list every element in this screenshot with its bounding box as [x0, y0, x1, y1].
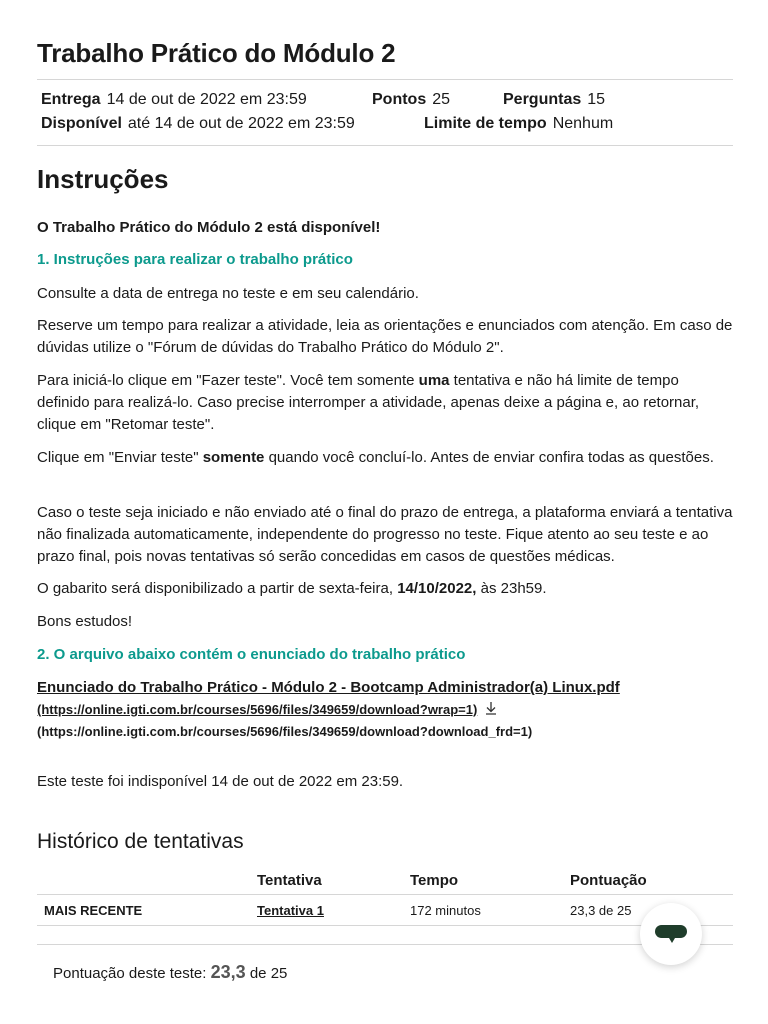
instruction-paragraph: Caso o teste seja iniciado e não enviado até o final do prazo de entrega, a plataforma enviará a tentativa não finalizada automaticamente, independente do progresso no teste. Fique atento ao seu teste e ao prazo final, pois novas tentativas só serão concedidas em casos de questões médicas.	[37, 504, 733, 565]
quiz-score	[53, 962, 287, 983]
section-2-heading: 2. O arquivo abaixo contém o enunciado do trabalho prático	[37, 646, 466, 663]
attempt-link[interactable]: Tentativa 1	[257, 903, 324, 918]
attempt-time: 172 minutos	[410, 903, 481, 918]
page-title: Trabalho Prático do Módulo 2	[37, 38, 396, 68]
section-1-heading: 1. Instruções para realizar o trabalho prático	[37, 251, 353, 268]
instructions-intro: O Trabalho Prático do Módulo 2 está disponível!	[37, 219, 381, 236]
row-label: MAIS RECENTE	[44, 903, 143, 918]
divider	[37, 145, 733, 146]
chat-icon	[654, 923, 688, 947]
column-header-score: Pontuação	[570, 872, 647, 889]
file-link-line	[37, 677, 733, 699]
instruction-paragraph: Reserve um tempo para realizar a atividade, leia as orientações e enunciados com atenção. Em caso de dúvidas utilize o "Fórum de dúvidas do Trabalho Prático do Módulo 2".	[37, 317, 733, 356]
unavailable-notice: Este teste foi indisponível 14 de out de 2022 em 23:59.	[37, 773, 404, 790]
instruction-paragraph: Clique em "Enviar teste" somente quando você concluí-lo. Antes de enviar confira todas as questões.	[37, 449, 714, 466]
score-label: Pontuação deste teste:	[53, 965, 207, 982]
table-divider	[37, 894, 733, 895]
attempt-score: 23,3 de 25	[570, 903, 632, 918]
chat-button[interactable]	[640, 903, 702, 965]
instructions-heading: Instruções	[37, 164, 169, 194]
score-suffix: de 25	[249, 965, 288, 982]
instruction-paragraph: O gabarito será disponibilizado a partir de sexta-feira, 14/10/2022, às 23h59.	[37, 580, 547, 597]
column-header-attempt: Tentativa	[257, 872, 322, 889]
file-url-download: (https://online.igti.com.br/courses/5696/files/349659/download?download_frd=1)	[37, 724, 533, 739]
score-value: 23,3	[210, 962, 246, 982]
attempt-history-heading: Histórico de tentativas	[37, 830, 244, 853]
due-date: Entrega 14 de out de 2022 em 23:59	[41, 91, 307, 108]
instruction-paragraph: Para iniciá-lo clique em "Fazer teste". Você tem somente uma tentativa e não há limite de tempo definido para realizá-lo. Caso precise interromper a atividade, apenas deixe a página e, ao retornar, clique em "Retomar teste".	[37, 372, 700, 433]
instruction-paragraph: Bons estudos!	[37, 613, 133, 630]
available-until: Disponível até 14 de out de 2022 em 23:59	[41, 115, 355, 132]
divider	[37, 79, 733, 80]
file-url-line	[37, 699, 733, 721]
instruction-paragraph: Consulte a data de entrega no teste e em seu calendário.	[37, 285, 419, 302]
file-link[interactable]: Enunciado do Trabalho Prático - Módulo 2 - Bootcamp Administrador(a) Linux.pdf	[37, 679, 620, 696]
time-limit: Limite de tempo Nenhum	[424, 115, 614, 132]
questions-count: Perguntas 15	[503, 91, 606, 108]
download-icon[interactable]	[483, 700, 499, 716]
column-header-time: Tempo	[410, 872, 459, 889]
points: Pontos 25	[372, 91, 451, 108]
file-url-wrap[interactable]: (https://online.igti.com.br/courses/5696/files/349659/download?wrap=1)	[37, 702, 478, 717]
table-divider	[37, 944, 733, 945]
table-divider	[37, 925, 733, 926]
